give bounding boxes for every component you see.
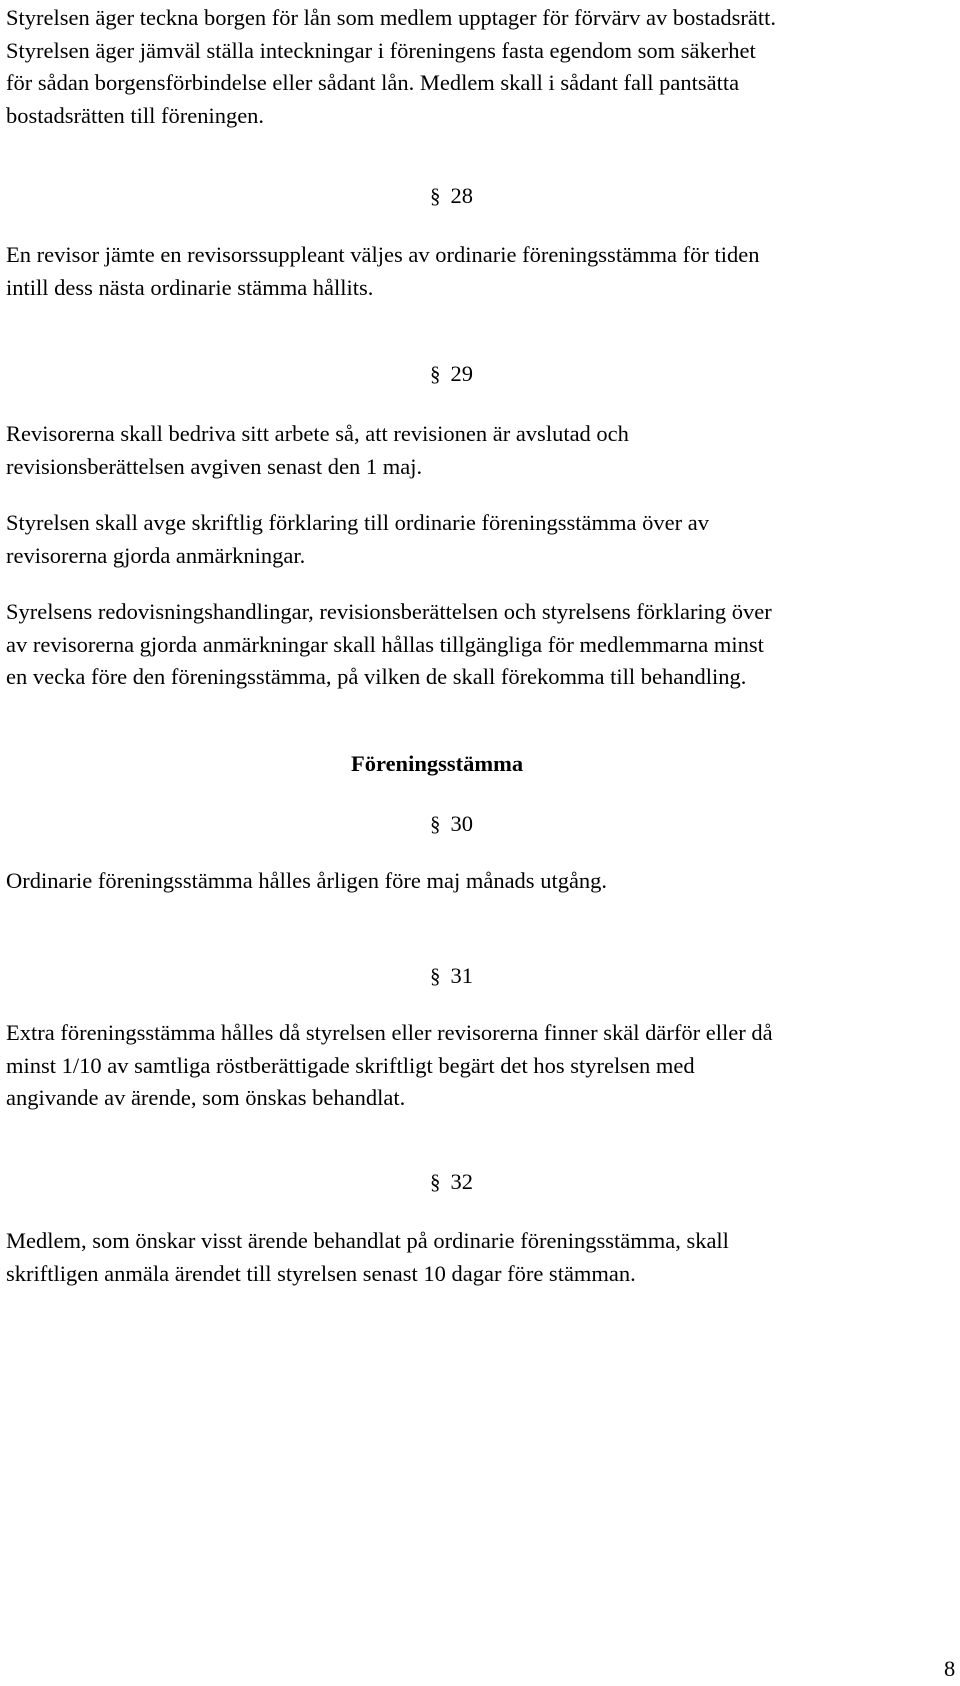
text-line: skriftligen anmäla ärendet till styrelsen senast 10 dagar före stämman.: [6, 1260, 636, 1286]
text-line: Styrelsen äger teckna borgen för lån som medlem upptager för förvärv av bostadsrätt.: [6, 5, 776, 30]
text-line: Medlem, som önskar visst ärende behandlat på ordinarie föreningsstämma, skall: [6, 1228, 729, 1253]
section-31-paragraph: [6, 1017, 954, 1115]
page-number: 8: [944, 1656, 956, 1681]
section-sign: §: [430, 964, 441, 988]
text-line: av revisorerna gjorda anmärkningar skall hållas tillgängliga för medlemmarna minst: [6, 631, 764, 657]
section-sign: §: [430, 184, 441, 208]
section-number: 30: [450, 811, 473, 836]
section-number: 32: [450, 1169, 473, 1194]
section-sign: §: [430, 1170, 441, 1194]
text-line: för sådan borgensförbindelse eller sådant lån. Medlem skall i sådant fall pantsätta: [6, 70, 740, 95]
section-29-paragraph-1: [6, 418, 954, 483]
section-31-heading: [430, 962, 473, 990]
text-line: intill dess nästa ordinarie stämma hållits.: [6, 274, 374, 300]
text-line: revisionsberättelsen avgiven senast den 1 maj.: [6, 453, 423, 479]
text-line: Ordinarie föreningsstämma hålles årligen före maj månads utgång.: [6, 868, 608, 893]
text-line: Revisorerna skall bedriva sitt arbete så, att revisionen är avslutad och: [6, 421, 629, 446]
section-number: 31: [450, 963, 473, 988]
section-29-heading: [430, 360, 473, 388]
text-line: Extra föreningsstämma hålles då styrelsen eller revisorerna finner skäl därför eller då: [6, 1020, 773, 1045]
intro-paragraph: [6, 2, 954, 132]
section-29-paragraph-2: [6, 507, 954, 572]
text-line: Syrelsens redovisningshandlingar, revisionsberättelsen och styrelsens förklaring över: [6, 599, 772, 624]
text-line: revisorerna gjorda anmärkningar.: [6, 542, 306, 568]
heading-foreningsstamma: Föreningsstämma: [351, 751, 524, 776]
text-line: minst 1/10 av samtliga röstberättigade skriftligt begärt det hos styrelsen med: [6, 1052, 695, 1078]
section-32-heading: [430, 1168, 473, 1196]
text-line: angivande av ärende, som önskas behandlat.: [6, 1085, 406, 1110]
section-32-paragraph: [6, 1225, 954, 1290]
section-sign: §: [430, 362, 441, 386]
text-line: Styrelsen skall avge skriftlig förklaring till ordinarie föreningsstämma över av: [6, 510, 709, 535]
text-line: En revisor jämte en revisorssuppleant väljes av ordinarie föreningsstämma för tiden: [6, 242, 760, 267]
section-28-heading: [430, 182, 473, 210]
section-30-paragraph: [6, 865, 954, 898]
section-30-heading: [430, 810, 473, 838]
text-line: en vecka före den föreningsstämma, på vilken de skall förekomma till behandling.: [6, 664, 747, 689]
section-29-paragraph-3: [6, 596, 954, 694]
section-28-paragraph: [6, 239, 954, 304]
section-number: 28: [450, 183, 473, 208]
text-line: Styrelsen äger jämväl ställa inteckningar i föreningens fasta egendom som säkerhet: [6, 37, 756, 63]
text-line: bostadsrätten till föreningen.: [6, 102, 265, 128]
section-number: 29: [450, 361, 473, 386]
section-sign: §: [430, 812, 441, 836]
